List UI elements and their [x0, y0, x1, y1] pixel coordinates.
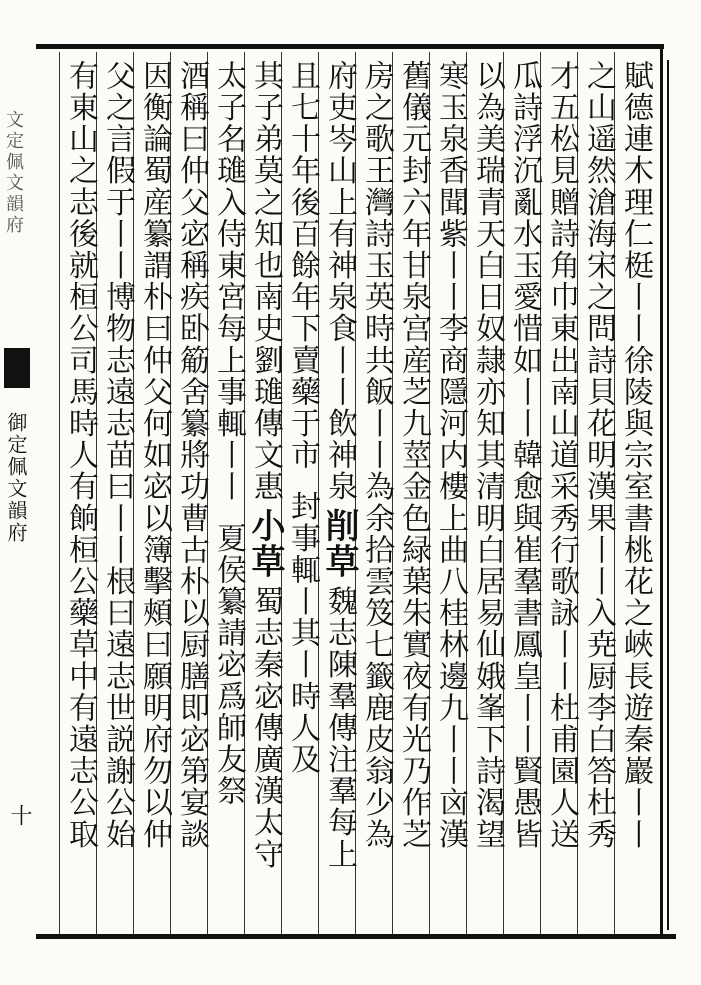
text-column: 舊儀元封六年甘泉宫産芝九莖金色緑葉朱實夜有光乃作芝 [396, 60, 431, 850]
text-column: 酒稱曰仲父宓稱疾卧䈥舍纂將功曹古朴以厨膳即宓第宴談 [174, 60, 209, 850]
text-column: 因衡論蜀産纂謂朴曰仲父何如宓以簿擊頰曰願明府勿以仲 [137, 60, 172, 850]
column-text-upper: 府吏岑山上有神泉食丨丨飲神泉 [322, 60, 357, 503]
column-text-lower: 封事輒丨其丨時人及 [285, 490, 320, 776]
entry-headword: 削草 [319, 508, 359, 580]
text-column: 父之言假于丨丨博物志遠志苗曰丨丨根曰遠志世説謝公始 [100, 60, 135, 850]
text-column: 賦德連木理仁梃丨丨徐陵與宗室書桃花之峽長遊秦巖丨丨 [618, 60, 653, 850]
fishtail-mark [4, 348, 30, 388]
text-column: 以為美瑞青天白日奴隷亦知其清明白居易仙娥峯下詩渴望 [470, 60, 505, 850]
column-text-upper: 且七十年後百餘年下賣藥于市 [285, 60, 320, 471]
text-column: 寒玉泉香聞紫丨丨李商隱河内樓上曲八桂林邊九丨丨㐫漢 [433, 60, 468, 850]
text-column: 房之歌王灣詩玉英時共飯丨丨為余拾雲笈七籤鹿皮翁少為 [359, 60, 394, 850]
text-column: 之山遥然滄海宋之問詩貝花明漢果丨丨入尭厨李白答杜秀 [581, 60, 616, 850]
text-column: 有東山之志後就桓公司馬時人有餉桓公藥草中有遠志公取 [63, 60, 98, 850]
right-border-rule [660, 44, 663, 939]
text-column: 才五松見贈詩角巾東出南山道采秀行歌詠丨丨杜甫園人送 [544, 60, 579, 850]
text-column: 瓜詩浮沉亂水玉愛惜如丨丨韓愈與崔羣書鳳皇丨丨賢愚皆 [507, 60, 542, 850]
page-number: 十 [7, 804, 32, 826]
entry-headword: 小草 [245, 508, 285, 580]
left-margin [0, 52, 36, 934]
bottom-border-rule [36, 934, 676, 939]
column-text-upper: 太子名璡入侍東宮每上事輒丨丨 [211, 60, 246, 503]
column-text-upper: 其子弟莫之知也南史劉璡傳文惠 [248, 60, 283, 503]
column-divider [59, 52, 60, 934]
text-column [282, 60, 322, 775]
text-column [245, 60, 285, 870]
column-text-lower: 蜀志秦宓傳廣漢太守 [248, 585, 283, 871]
book-title: 御定佩文韻府 [4, 412, 28, 544]
margin-header: 文定佩文韻府 [3, 110, 24, 236]
right-inner-rule [667, 60, 669, 930]
text-column [208, 60, 248, 807]
column-text-lower: 魏志陳羣傳注羣每上 [322, 585, 357, 871]
top-border-rule [36, 44, 664, 49]
text-column [319, 60, 359, 870]
column-text-lower: 夏侯纂請宓爲師友祭 [211, 522, 246, 807]
